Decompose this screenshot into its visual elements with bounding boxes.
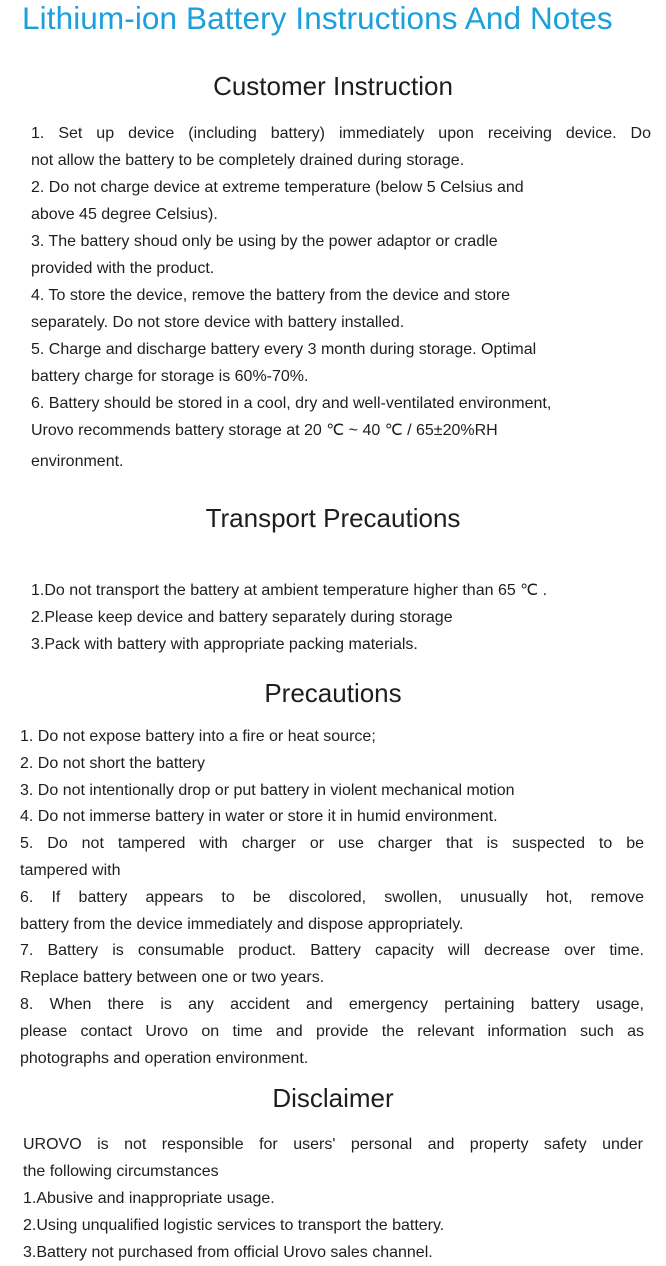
customer-instruction-line: 5. Charge and discharge battery every 3 month during storage. Optimal (31, 341, 537, 358)
customer-instruction-line: 2. Do not charge device at extreme temperature (below 5 Celsius and (31, 179, 524, 196)
page-title: Lithium-ion Battery Instructions And Notes (22, 0, 613, 36)
precautions-line: 5. Do not tampered with charger or use charger that is suspected to be (20, 835, 644, 853)
precautions-list (20, 724, 644, 1072)
customer-instruction-line: not allow the battery to be completely drained during storage. (31, 152, 465, 169)
customer-instruction-line: above 45 degree Celsius). (31, 206, 218, 223)
customer-instruction-heading: Customer Instruction (213, 71, 453, 101)
customer-instruction-list (31, 120, 651, 475)
precautions-line: 2. Do not short the battery (20, 754, 205, 772)
precautions-line: please contact Urovo on time and provide the relevant information such as (20, 1022, 644, 1040)
precautions-line: tampered with (20, 861, 121, 879)
precautions-line: Replace battery between one or two years. (20, 969, 325, 987)
disclaimer-line: UROVO is not responsible for users' personal and property safety under (23, 1136, 643, 1153)
precautions-line: battery from the device immediately and dispose appropriately. (20, 915, 464, 933)
customer-instruction-line: provided with the product. (31, 260, 215, 277)
precautions-line: 6. If battery appears to be discolored, swollen, unusually hot, remove (20, 888, 644, 906)
customer-instruction-line: separately. Do not store device with battery installed. (31, 314, 405, 331)
disclaimer-line: 3.Battery not purchased from official Urovo sales channel. (23, 1244, 433, 1261)
customer-instruction-line: environment. (31, 453, 124, 470)
disclaimer-line: 2.Using unqualified logistic services to transport the battery. (23, 1217, 445, 1234)
transport-precautions-line: 3.Pack with battery with appropriate packing materials. (31, 636, 418, 653)
precautions-heading: Precautions (264, 678, 402, 708)
customer-instruction-line: battery charge for storage is 60%-70%. (31, 368, 309, 385)
customer-instruction-line: 3. The battery shoud only be using by the power adaptor or cradle (31, 233, 498, 250)
transport-precautions-line: 2.Please keep device and battery separately during storage (31, 609, 453, 626)
precautions-line: 7. Battery is consumable product. Battery capacity will decrease over time. (20, 942, 644, 960)
customer-instruction-line: Urovo recommends battery storage at 20 ℃ ~ 40 ℃ / 65±20%RH (31, 422, 498, 439)
disclaimer-line: 1.Abusive and inappropriate usage. (23, 1190, 275, 1207)
transport-precautions-heading: Transport Precautions (205, 503, 461, 533)
precautions-line: 8. When there is any accident and emergency pertaining battery usage, (20, 995, 644, 1013)
precautions-line: 1. Do not expose battery into a fire or heat source; (20, 728, 376, 745)
customer-instruction-line: 1. Set up device (including battery) immediately upon receiving device. Do (31, 125, 651, 142)
disclaimer-line: the following circumstances (23, 1163, 219, 1180)
precautions-line: photographs and operation environment. (20, 1049, 309, 1067)
precautions-line: 3. Do not intentionally drop or put battery in violent mechanical motion (20, 781, 515, 799)
transport-precautions-line: 1.Do not transport the battery at ambient temperature higher than 65 ℃ . (31, 582, 548, 599)
disclaimer-list (23, 1131, 643, 1266)
customer-instruction-line: 6. Battery should be stored in a cool, dry and well-ventilated environment, (31, 395, 552, 412)
customer-instruction-line: 4. To store the device, remove the battery from the device and store (31, 287, 511, 304)
precautions-line: 4. Do not immerse battery in water or store it in humid environment. (20, 808, 498, 826)
disclaimer-heading: Disclaimer (272, 1083, 394, 1113)
transport-precautions-list (31, 577, 651, 658)
